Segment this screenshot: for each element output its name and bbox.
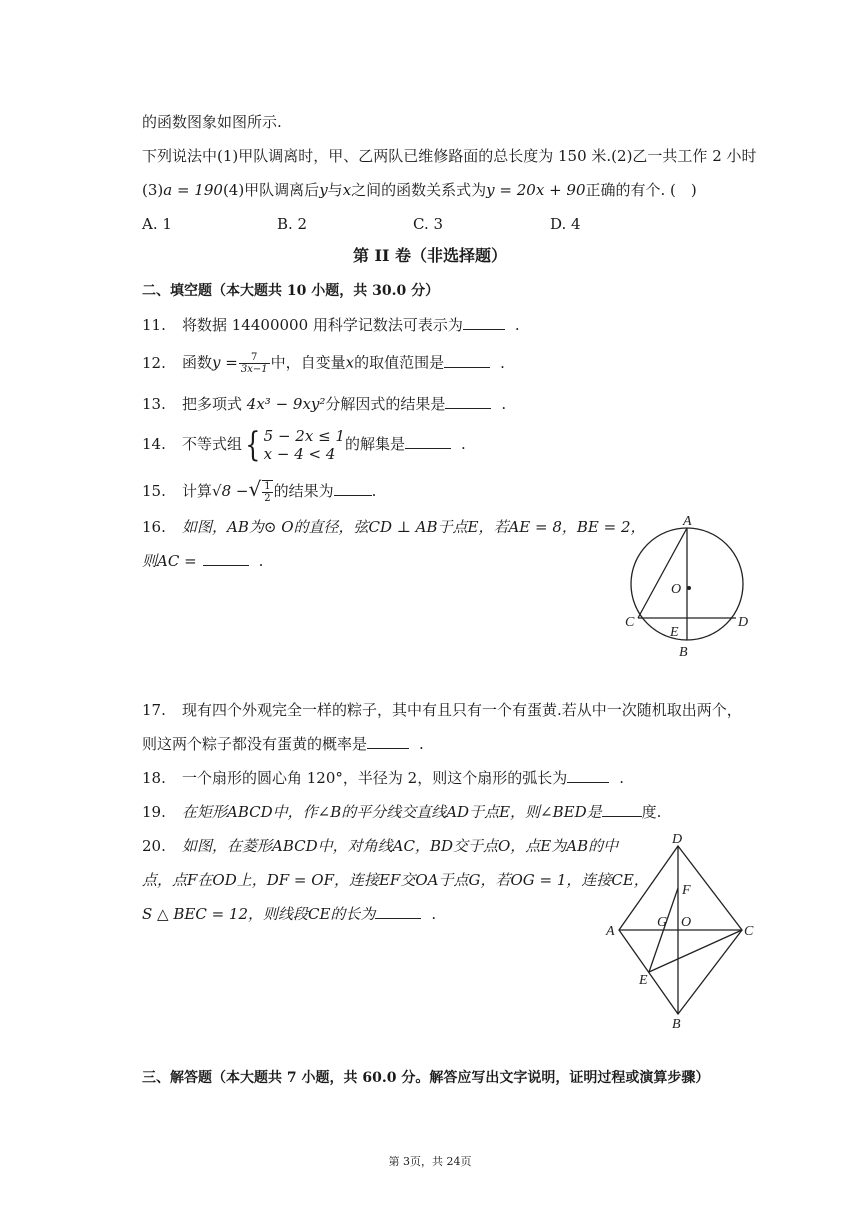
q19-number: 19.	[142, 803, 166, 821]
q16-line2: 则AC = .	[142, 552, 264, 570]
label-f: F	[682, 883, 691, 898]
q20-answer-blank[interactable]	[375, 904, 421, 919]
q17-answer-blank[interactable]	[367, 734, 409, 749]
q18: 18. 一个扇形的圆心角 120°，半径为 2，则这个扇形的弧长为 .	[142, 769, 624, 787]
q12-answer-blank[interactable]	[444, 353, 490, 368]
label-d: D	[738, 615, 749, 630]
q16-circle-figure	[620, 512, 760, 662]
q17-number: 17.	[142, 701, 166, 719]
label-g: G	[657, 915, 668, 930]
q11: 11. 将数据 14400000 用科学记数法可表示为 .	[142, 316, 520, 334]
q19-answer-blank[interactable]	[602, 802, 642, 817]
q14-brace: {	[245, 425, 261, 465]
label-c: C	[744, 924, 754, 939]
page-footer: 第 3页，共 24页	[388, 1155, 472, 1168]
q12-fraction: $\frac{7}{3x-1}$	[240, 352, 268, 375]
label-o: O	[681, 915, 692, 930]
q14-number: 14.	[142, 435, 166, 453]
q13: 13. 把多项式 4x³ − 9xy²分解因式的结果是 .	[142, 395, 507, 413]
q15: 15. 计算√8 −√ $\frac{1}{2}$ 的结果为 .	[142, 477, 377, 504]
q18-number: 18.	[142, 769, 166, 787]
q19: 19. 在矩形ABCD中，作∠B的平分线交直线AD于点E，则∠BED是 度.	[142, 803, 662, 821]
q14-answer-blank[interactable]	[405, 434, 451, 449]
label-c: C	[625, 615, 635, 630]
q15-answer-blank[interactable]	[334, 481, 372, 496]
segment-ac	[638, 528, 687, 618]
q15-number: 15.	[142, 482, 166, 500]
label-e: E	[670, 625, 679, 640]
q11-answer-blank[interactable]	[463, 315, 505, 330]
center-point	[687, 586, 691, 590]
label-a: A	[683, 514, 692, 529]
q20-number: 20.	[142, 837, 166, 855]
q17-line2: 则这两个粽子都没有蛋黄的概率是 .	[142, 735, 424, 753]
q13-answer-blank[interactable]	[445, 394, 491, 409]
q20-line1: 20. 如图，在菱形ABCD中，对角线AC，BD交于点O，点E为AB的中	[142, 837, 619, 855]
q12: 12. 函数y = $\frac{7}{3x-1}$ 中，自变量x的取值范围是 .	[142, 352, 505, 375]
q15-fraction: $\frac{1}{2}$	[264, 481, 271, 504]
q12-number: 12.	[142, 353, 166, 372]
q10-option-c: C. 3	[413, 215, 444, 233]
q10-option-a: A. 1	[142, 215, 172, 233]
q11-number: 11.	[142, 316, 166, 334]
label-e: E	[639, 973, 648, 988]
q16-answer-blank[interactable]	[203, 551, 249, 566]
q10-line2: 下列说法中(1)甲队调离时，甲、乙两队已维修路面的总长度为 150 米.(2)乙一共工作 2 小时	[142, 147, 757, 165]
q14-system: 5 − 2x ≤ 1 x − 4 < 4	[263, 427, 345, 463]
q16-number: 16.	[142, 518, 166, 536]
q16-line1: 16. 如图，AB为⊙ O的直径，弦CD ⊥ AB于点E，若AE = 8，BE = 2，	[142, 518, 646, 536]
segment-ce	[649, 930, 742, 972]
label-o: O	[671, 582, 682, 597]
section2-header: 二、填空题（本大题共 10 小题，共 30.0 分）	[142, 283, 440, 299]
label-b: B	[679, 645, 688, 660]
q20-line3: S △ BEC = 12，则线段CE的长为 .	[142, 905, 437, 923]
q10-line1: 的函数图象如图所示.	[142, 113, 282, 131]
label-a: A	[606, 924, 615, 939]
q14: 14. 不等式组{ 5 − 2x ≤ 1 x − 4 < 4 的解集是 .	[142, 425, 466, 465]
q10-option-d: D. 4	[550, 215, 581, 233]
label-d: D	[672, 832, 683, 847]
q20-rhombus-figure	[605, 832, 760, 1032]
q18-answer-blank[interactable]	[567, 768, 609, 783]
q17-line1: 17. 现有四个外观完全一样的粽子，其中有且只有一个有蛋黄.若从中一次随机取出两个，	[142, 701, 742, 719]
label-b: B	[672, 1017, 681, 1032]
part2-title: 第 II 卷（非选择题）	[352, 246, 508, 265]
section3-header: 三、解答题（本大题共 7 小题，共 60.0 分。解答应写出文字说明，证明过程或演算步骤）	[142, 1070, 710, 1086]
q10-line3: (3)a = 190(4)甲队调离后y与x之间的函数关系式为y = 20x + 90正确的有个. ( )	[142, 181, 697, 199]
q20-line2: 点，点F在OD上，DF = OF，连接EF交OA于点G，若OG = 1，连接CE，	[142, 871, 649, 889]
q13-number: 13.	[142, 395, 166, 413]
q10-option-b: B. 2	[277, 215, 308, 233]
